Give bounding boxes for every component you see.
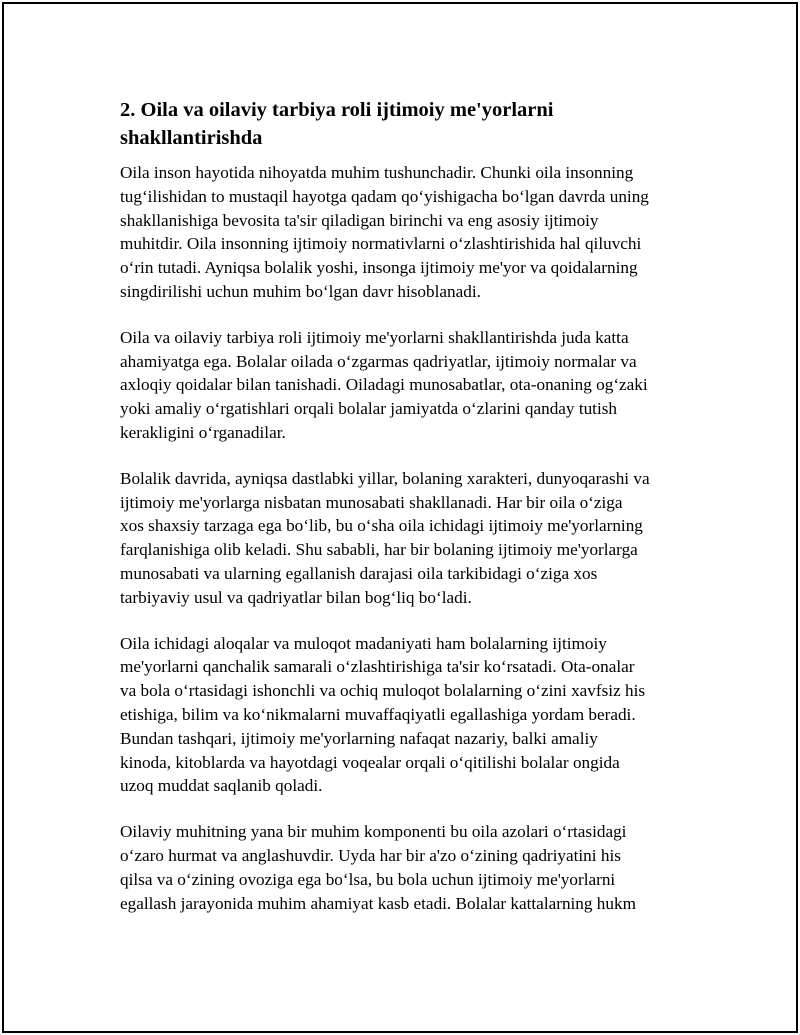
paragraph-3 xyxy=(120,467,692,610)
text-line: Oila ichidagi aloqalar va muloqot madaniyati ham bolalarning ijtimoiy xyxy=(120,633,607,653)
paragraph-5 xyxy=(120,820,692,915)
text-line: Oila va oilaviy tarbiya roli ijtimoiy me'yorlarni shakllantirishda juda katta xyxy=(120,327,629,347)
text-line: o‘rin tutadi. Ayniqsa bolalik yoshi, insonga ijtimoiy me'yor va qoidalarning xyxy=(120,258,638,278)
text-line: axloqiy qoidalar bilan tanishadi. Oiladagi munosabatlar, ota-onaning og‘zaki xyxy=(120,375,648,395)
text-line: qilsa va o‘zining ovoziga ega bo‘lsa, bu bola uchun ijtimoiy me'yorlarni xyxy=(120,869,616,889)
section-heading xyxy=(120,96,692,152)
document-content xyxy=(120,96,692,937)
text-line: etishiga, bilim va ko‘nikmalarni muvaffaqiyatli egallashiga yordam beradi. xyxy=(120,704,636,724)
text-line: me'yorlarni qanchalik samarali o‘zlashtirishiga ta'sir ko‘rsatadi. Ota-onalar xyxy=(120,657,635,677)
text-line: Bolalik davrida, ayniqsa dastlabki yillar, bolaning xarakteri, dunyoqarashi va xyxy=(120,468,650,488)
text-line: kinoda, kitoblarda va hayotdagi voqealar orqali o‘qitilishi bolalar ongida xyxy=(120,752,620,772)
paragraph-4 xyxy=(120,632,692,799)
text-line: xos shaxsiy tarzaga ega bo‘lib, bu o‘sha oila ichidagi ijtimoiy me'yorlarning xyxy=(120,516,643,536)
paragraph-2 xyxy=(120,326,692,445)
text-line: munosabati va ularning egallanish darajasi oila tarkibidagi o‘ziga xos xyxy=(120,563,598,583)
text-line: muhitdir. Oila insonning ijtimoiy normativlarni o‘zlashtirishida hal qiluvchi xyxy=(120,234,642,254)
text-line: uzoq muddat saqlanib qoladi. xyxy=(120,776,323,796)
text-line: o‘zaro hurmat va anglashuvdir. Uyda har bir a'zo o‘zining qadriyatini his xyxy=(120,845,621,865)
text-line: tarbiyaviy usul va qadriyatlar bilan bog‘liq bo‘ladi. xyxy=(120,587,472,607)
text-line: farqlanishiga olib keladi. Shu sababli, har bir bolaning ijtimoiy me'yorlarga xyxy=(120,540,638,560)
text-line: kerakligini o‘rganadilar. xyxy=(120,422,286,442)
text-line: egallash jarayonida muhim ahamiyat kasb etadi. Bolalar kattalarning hukm xyxy=(120,893,636,913)
text-line: Bundan tashqari, ijtimoiy me'yorlarning nafaqat nazariy, balki amaliy xyxy=(120,728,598,748)
paragraph-1 xyxy=(120,161,692,304)
text-line: Oila inson hayotida nihoyatda muhim tushunchadir. Chunki oila insonning xyxy=(120,163,634,182)
text-line: ijtimoiy me'yorlarga nisbatan munosabati shakllanadi. Har bir oila o‘ziga xyxy=(120,492,623,512)
text-line: shakllanishiga bevosita ta'sir qiladigan birinchi va eng asosiy ijtimoiy xyxy=(120,210,599,230)
text-line: va bola o‘rtasidagi ishonchli va ochiq muloqot bolalarning o‘zini xavfsiz his xyxy=(120,681,646,701)
text-line: yoki amaliy o‘rgatishlari orqali bolalar jamiyatda o‘zlarini qanday tutish xyxy=(120,399,618,419)
heading-line: shakllantirishda xyxy=(120,127,263,149)
document-page xyxy=(2,2,798,1033)
text-line: ahamiyatga ega. Bolalar oilada o‘zgarmas qadriyatlar, ijtimoiy normalar va xyxy=(120,351,637,371)
heading-line: 2. Oila va oilaviy tarbiya roli ijtimoiy me'yorlarni xyxy=(120,99,554,121)
text-line: Oilaviy muhitning yana bir muhim komponenti bu oila azolari o‘rtasidagi xyxy=(120,822,627,842)
text-line: tug‘ilishidan to mustaqil hayotga qadam qo‘yishigacha bo‘lgan davrda uning xyxy=(120,186,649,206)
text-line: singdirilishi uchun muhim bo‘lgan davr hisoblanadi. xyxy=(120,281,481,301)
